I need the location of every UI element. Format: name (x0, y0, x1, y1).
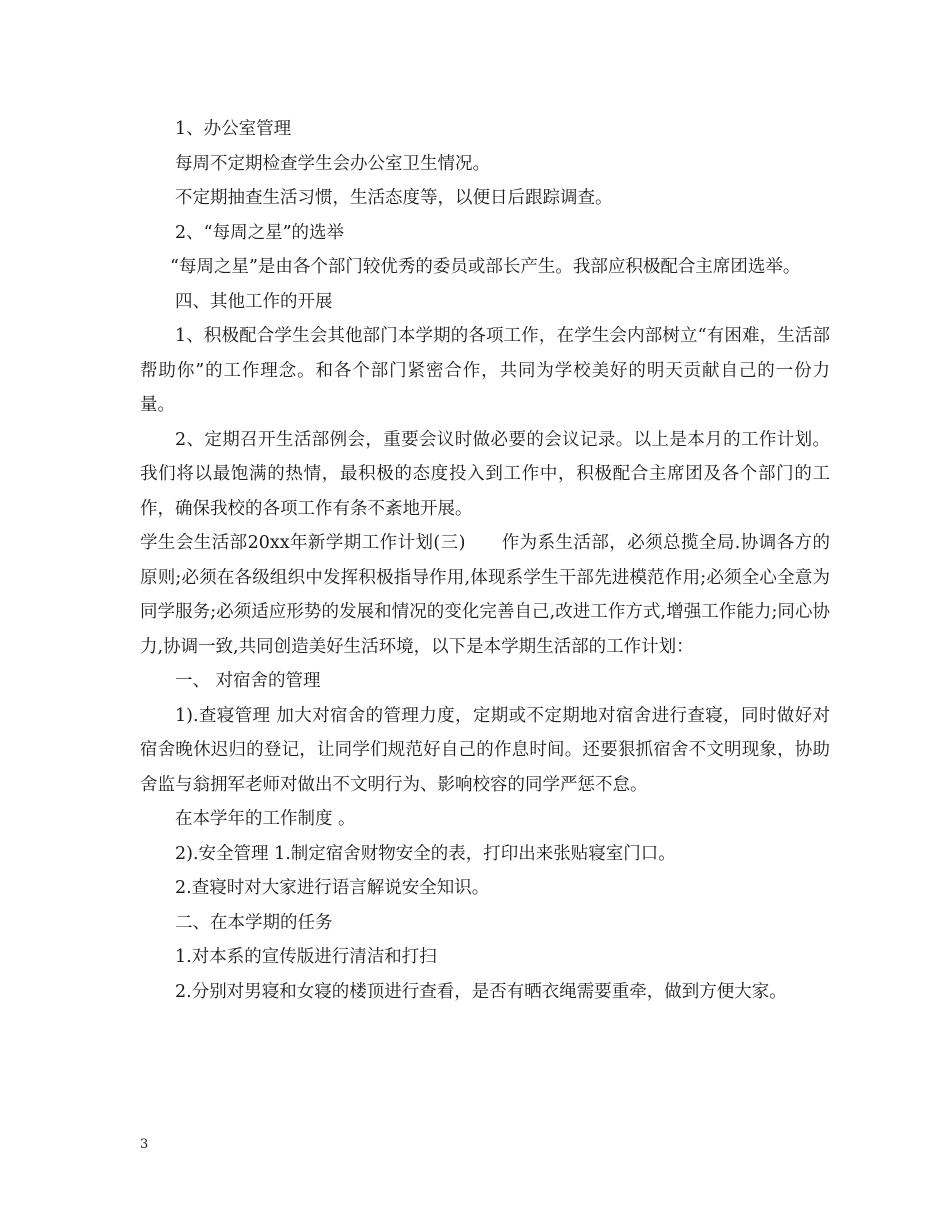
paragraph-dorm-management-heading: 一、 对宿舍的管理 (175, 671, 321, 691)
paragraph-cooperation: 1、积极配合学生会其他部门本学期的各项工作，在学生会内部树立“有困难，生活部帮助你”的工作理念。和各个部门紧密合作，共同为学校美好的明天贡献自己的一份力量。 (140, 326, 830, 415)
document-body (140, 112, 830, 1009)
paragraph-safety-management: 2).安全管理 1.制定宿舍财物安全的表，打印出来张贴寝室门口。 (175, 843, 676, 864)
paragraph-star-election: “每周之星”是由各个部门较优秀的委员或部长产生。我部应积极配合主席团选举。 (170, 257, 801, 277)
paragraph-other-work-heading: 四、其他工作的开展 (175, 291, 333, 312)
paragraph-weekly-inspection: 每周不定期检查学生会办公室卫生情况。 (175, 153, 490, 174)
paragraph-task-rooftop: 2.分别对男寝和女寝的楼顶进行查看，是否有晒衣绳需要重牵，做到方便大家。 (175, 981, 787, 1002)
paragraph-office-management-heading: 1、办公室管理 (175, 119, 292, 139)
paragraph-dorm-inspection: 1).查寝管理 加大对宿舍的管理力度，定期或不定期地对宿舍进行查寝，同时做好对宿舍晚休迟归的登记，让同学们规范好自己的作息时间。还要狠抓宿舍不文明现象，协助舍监与翁拥军老师对做出不文明行为、影响校容的同学严惩不怠。 (140, 705, 830, 795)
paragraph-plan-three-intro: 学生会生活部20xx年新学期工作计划(三) 作为系生活部，必须总揽全局.协调各方的原则;必须在各级组织中发挥积极指导作用,体现系学生干部先进模范作用;必须全心全意为同学服务;必须适应形势的发展和情况的变化完善自己,改进工作方式,增强工作能力;同心协力,协调一致,共同创造美好生活环境，以下是本学期生活部的工作计划： (140, 533, 830, 657)
paragraph-star-election-heading: 2、“每周之星”的选举 (175, 222, 345, 243)
page-number: 3 (140, 1137, 149, 1152)
paragraph-habit-check: 不定期抽查生活习惯，生活态度等，以便日后跟踪调查。 (175, 188, 613, 208)
paragraph-task-bulletin: 1.对本系的宣传版进行清洁和打扫 (175, 947, 437, 967)
paragraph-work-system: 在本学年的工作制度 。 (175, 809, 356, 829)
paragraph-semester-tasks-heading: 二、在本学期的任务 (175, 912, 333, 933)
paragraph-regular-meetings: 2、定期召开生活部例会，重要会议时做必要的会议记录。以上是本月的工作计划。我们将以最饱满的热情，最积极的态度投入到工作中，积极配合主席团及各个部门的工作，确保我校的各项工作有条不紊地开展。 (140, 429, 830, 519)
paragraph-safety-knowledge: 2.查寝时对大家进行语言解说安全知识。 (175, 878, 490, 898)
